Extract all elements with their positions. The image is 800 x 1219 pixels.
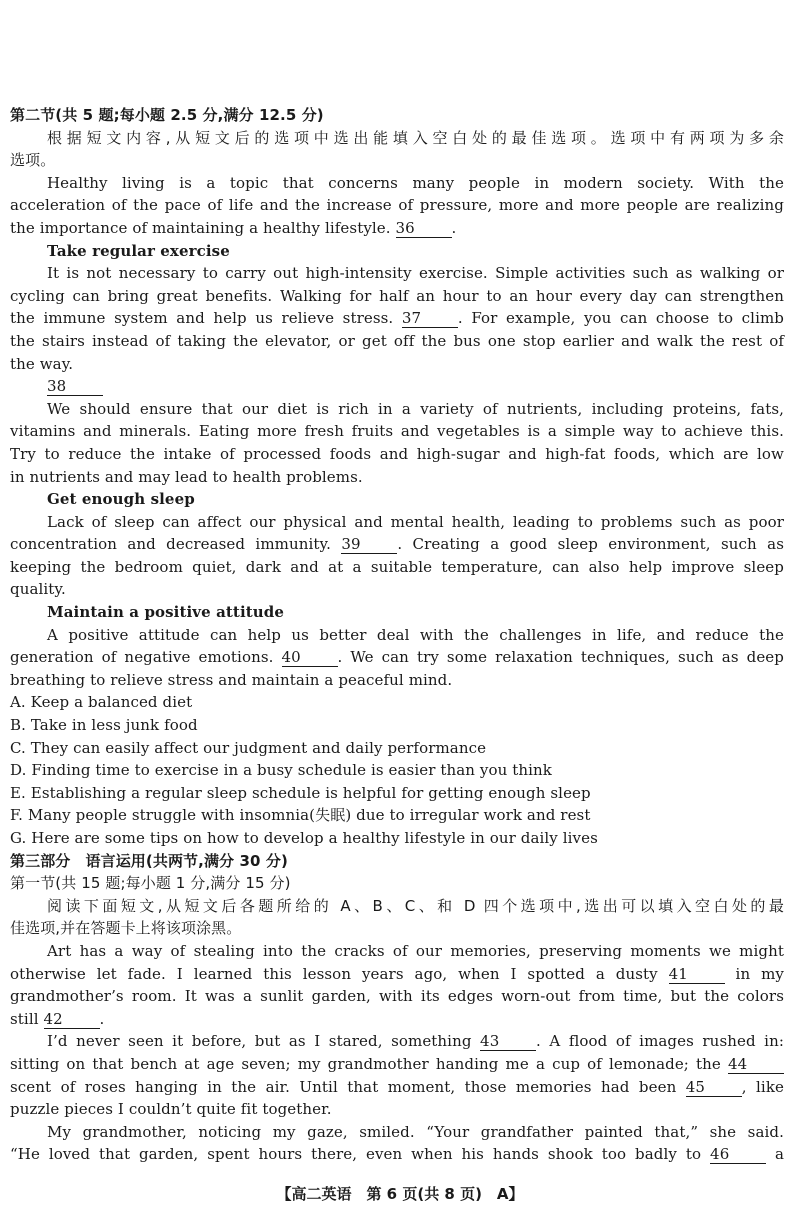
exam-page: 第二节(共 5 题;每小题 2.5 分,满分 12.5 分) 根据短文内容,从短文后的选项中选出能填入空白处的最佳选项。选项中有两项为多余 选项。 Healthy living is a topic that concerns many people in modern society. With the acceleration of the pace of life and the increase of pressure, more and more people are realizing the importance of maintaining a healthy lifestyle. 36 . Take regular exercise It is not necessary to carry out high-intensity exercise. Simple activities such as walking or cycling can bring great benefits. Walking for half an hour to an hour every day can strengthen the immune system and help us relieve stress. 37 . For example, you can choose to climb the stairs instead of taking the elevator, or get off the bus one stop earlier and walk the rest of the way. 38 We should ensure that our diet is rich in a variety of nutrients, including proteins, fats, vitamins and minerals. Eating more fresh fruits and vegetables is a simple way to achieve this. Try to reduce the intake of processed foods and high-sugar and high-fat foods, which are low in nutrients and may lead to health problems. Get enough sleep Lack of sleep can affect our physical and mental health, leading to problems such as poor concentration and decreased immunity. 39 . Creating a good sleep environment, such as keeping the bedroom quiet, dark and at a suitable temperature, can also help improve sleep quality. Maintain a positive attitude A positive attitude can help us better deal with the challenges in life, and reduce the generation of negative emotions. 40 . We can try some relaxation techniques, such as deep breathing to relieve stress and maintain a peaceful mind. A. Keep a balanced diet B. Take in less junk food C. They can easily affect our judgment and daily performance D. Finding time to exercise in a busy schedule is easier than you think E. Establishing a regular sleep schedule is helpful for getting enough sleep F. Many people struggle with insomnia(失眠) due to irregular work and rest G. Here are some tips on how to develop a healthy lifestyle in our daily lives 第三部分 语言运用(共两节,满分 30 分) 第一节(共 15 题;每小题 1 分,满分 15 分) 阅读下面短文,从短文后各题所给的 A、B、C、和 D 四个选项中,选出可以填入空白处的最 佳选项,并在答题卡上将该项涂黑。 Art has a way of stealing into the cracks of our memories, preserving moments we might otherwise let fade. I learned this lesson years ago, when I spotted a dusty 41 in my grandmother’s room. It was a sunlit garden, with its edges worn-out from time, but the colors still 42 . I’d never seen it before, but as I stared, something 43 . A flood of images rushed in: sitting on that bench at age seven; my grandmother handing me a cup of lemonade; the 44 scent of roses hanging in the air. Until that moment, those memories had been 45 , like puzzle pieces I couldn’t quite fit together. My grandmother, noticing my gaze, smiled. “Your grandfather painted that,” she said. “He loved that garden, spent hours there, even when his hands shook too badly to 46 a	[10, 106, 784, 1164]
blank-46: 46	[710, 1146, 766, 1164]
option-b: B. Take in less junk food	[10, 716, 198, 735]
subheading-attitude: Maintain a positive attitude	[47, 603, 285, 622]
option-list	[10, 691, 784, 849]
part3-subheading: 第一节(共 15 题;每小题 1 分,满分 15 分)	[10, 874, 291, 893]
blank-38: 38	[47, 378, 103, 396]
section2-instruction: 根据短文内容,从短文后的选项中选出能填入空白处的最佳选项。选项中有两项为多余	[47, 128, 784, 147]
option-e: E. Establishing a regular sleep schedule is helpful for getting enough sleep	[10, 783, 591, 802]
blank-36: 36	[396, 220, 452, 238]
blank-40: 40	[282, 649, 338, 667]
cloze-passage: Art has a way of stealing into the cracks of our memories, preserving moments we might	[47, 941, 784, 960]
blank-41: 41	[669, 966, 725, 984]
option-f: F. Many people struggle with insomnia(失眠) due to irregular work and rest	[10, 806, 591, 825]
part3-heading: 第三部分 语言运用(共两节,满分 30 分)	[10, 851, 288, 870]
section2-heading: 第二节(共 5 题;每小题 2.5 分,满分 12.5 分)	[10, 106, 324, 124]
subheading-exercise: Take regular exercise	[47, 241, 230, 260]
subheading-sleep: Get enough sleep	[47, 490, 195, 509]
blank-39: 39	[341, 536, 397, 554]
part3-instruction: 阅读下面短文,从短文后各题所给的 A、B、C、和 D 四个选项中,选出可以填入空白处的最	[47, 896, 784, 915]
option-d: D. Finding time to exercise in a busy schedule is easier than you think	[10, 761, 552, 780]
blank-43: 43	[480, 1033, 536, 1051]
option-a: A. Keep a balanced diet	[10, 693, 193, 712]
blank-44: 44	[728, 1056, 784, 1074]
blank-45: 45	[686, 1079, 742, 1097]
passage-intro: Healthy living is a topic that concerns many people in modern society. With the	[47, 173, 784, 192]
blank-37: 37	[402, 310, 458, 328]
page-footer: 【高二英语 第 6 页(共 8 页) A】	[276, 1185, 524, 1203]
blank-42: 42	[44, 1011, 100, 1029]
option-g: G. Here are some tips on how to develop a healthy lifestyle in our daily lives	[10, 829, 598, 847]
option-c: C. They can easily affect our judgment and daily performance	[10, 738, 487, 757]
